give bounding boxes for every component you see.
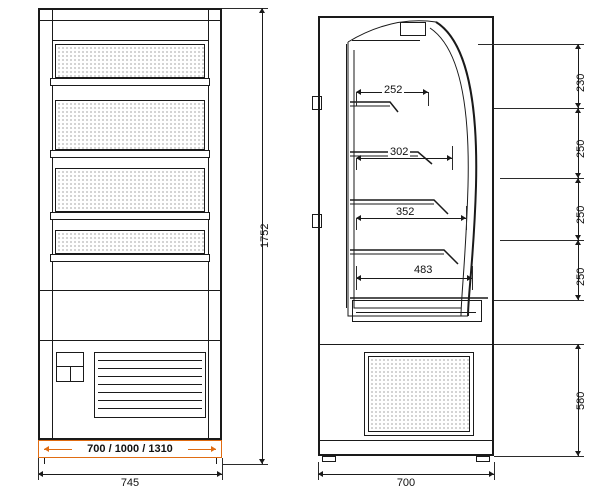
front-width-ext-right [222, 458, 223, 480]
vdim-580-label: 580 [575, 391, 587, 410]
front-shelf-panel-2 [55, 100, 205, 150]
front-height-label: 1752 [259, 223, 271, 248]
dim-302-ext-left [356, 158, 357, 170]
dim-302-line [356, 158, 452, 159]
vdim-250a-arrow-top [575, 108, 581, 113]
front-width-label: 745 [110, 477, 150, 489]
front-shelf-lip-2 [50, 150, 210, 158]
dim-252-label: 252 [384, 84, 403, 96]
side-depth-dim-line [318, 474, 494, 475]
front-top-rail [40, 20, 220, 21]
vdim-250b-label: 250 [575, 205, 587, 224]
front-shelf-lip-3 [50, 212, 210, 220]
dim-483-ext-right [472, 266, 473, 290]
vdim-ext-6 [494, 456, 584, 457]
dim-252-ext-left [356, 92, 357, 106]
vdim-ext-5 [494, 344, 584, 345]
front-width-arrow-right [211, 446, 216, 452]
dim-302-label: 302 [390, 146, 409, 158]
front-shelf-lip-4 [50, 254, 210, 262]
dim-352-ext-left [356, 218, 357, 230]
vdim-250c-arrow-bottom [575, 295, 581, 300]
front-machine-top [40, 340, 220, 341]
vdim-250b-arrow-top [575, 178, 581, 183]
vdim-ext-4 [494, 300, 584, 301]
side-base-line [320, 440, 492, 441]
side-condenser-coil [368, 356, 470, 432]
dim-302-ext-right [452, 146, 453, 170]
grille-slat [98, 376, 202, 377]
dim-483-ext-left [356, 266, 357, 290]
front-lower-divider [40, 290, 220, 291]
front-control-panel-split-v [70, 367, 71, 381]
front-width-dim-line [38, 474, 222, 475]
dim-352-line [356, 218, 466, 219]
vdim-ext-0 [478, 44, 584, 45]
dim-352-label: 352 [396, 206, 415, 218]
side-foot-right [476, 456, 490, 462]
dim-252-ext-right [428, 92, 429, 106]
grille-slat [98, 400, 202, 401]
side-foot-left [322, 456, 336, 462]
base-left-leg [44, 458, 45, 464]
dim-483-line [356, 278, 472, 279]
vdim-250c-arrow-top [575, 240, 581, 245]
front-shelf-lip-1 [50, 78, 210, 86]
vdim-ext-2 [500, 178, 584, 179]
front-height-ext-bottom [222, 464, 268, 465]
dim-483-label: 483 [414, 264, 433, 276]
front-left-post [52, 10, 53, 438]
side-bracket-upper [312, 96, 322, 110]
front-height-arrow-bottom [259, 459, 265, 464]
front-right-post [208, 10, 209, 438]
vdim-230-label: 230 [575, 73, 587, 92]
side-base-deck [352, 300, 482, 322]
grille-slat [98, 368, 202, 369]
grille-slat [98, 360, 202, 361]
side-depth-arrow-left [318, 471, 323, 477]
vdim-580-arrow-top [575, 344, 581, 349]
side-shelves [348, 40, 498, 330]
front-width-options-label: 700 / 1000 / 1310 [72, 443, 188, 455]
vdim-250a-label: 250 [575, 139, 587, 158]
side-base-deck-inner [356, 312, 476, 313]
front-canopy-line [52, 40, 209, 41]
vdim-230-arrow-top [575, 44, 581, 49]
vdim-ext-1 [494, 108, 584, 109]
side-depth-label: 700 [386, 477, 426, 489]
front-shelf-panel-3 [55, 168, 205, 212]
dim-352-ext-right [466, 206, 467, 230]
front-shelf-panel-1 [55, 44, 205, 78]
vdim-ext-3 [500, 240, 584, 241]
vdim-250c-label: 250 [575, 267, 587, 286]
front-height-arrow-top [259, 8, 265, 13]
grille-slat [98, 384, 202, 385]
grille-slat [98, 408, 202, 409]
side-depth-ext-right [494, 462, 495, 480]
front-width-ext-left [38, 458, 39, 480]
front-shelf-panel-4 [55, 230, 205, 254]
front-width-arrow-left [44, 446, 49, 452]
side-depth-arrow-right [489, 471, 494, 477]
side-bracket-lower [312, 214, 322, 228]
base-right-leg [216, 458, 217, 464]
side-back-rail [346, 44, 347, 308]
vdim-580-arrow-bottom [575, 451, 581, 456]
side-light-box [400, 22, 426, 36]
grille-slat [98, 392, 202, 393]
